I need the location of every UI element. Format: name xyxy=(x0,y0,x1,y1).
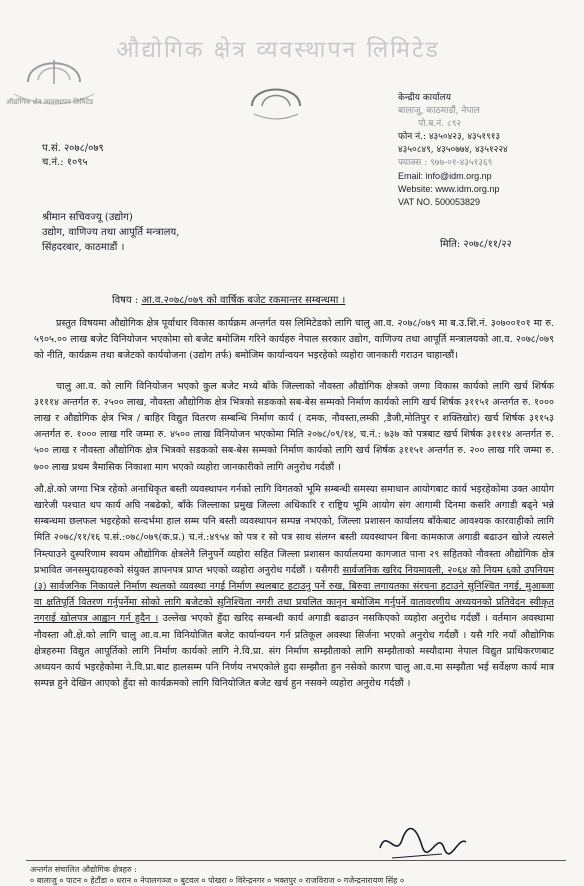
subject-label: विषय : xyxy=(112,295,139,306)
footer-heading: अन्तर्गत संचालित औद्योगिक क्षेत्रहरु : xyxy=(30,865,137,874)
recipient-line-1: श्रीमान सचिवज्यू (उद्योग) xyxy=(42,212,133,223)
dispatch-number: च.नं.: १०९५ xyxy=(42,157,88,168)
reference-block xyxy=(42,142,104,170)
letter-date: मिति: २०७८/११/२२ xyxy=(440,239,512,250)
recipient-line-3: सिंहदरबार, काठमाडौं । xyxy=(42,242,125,253)
organization-name: औद्योगिक क्षेत्र व्यवस्थापन लिमिटेड xyxy=(116,37,440,63)
phone-line-1: फोन नं.: ४३५०४२३, ४३५१९१३ xyxy=(398,132,501,142)
letter-body xyxy=(34,316,554,692)
email: Email: info@idm.org.np xyxy=(398,171,492,181)
footer-divider xyxy=(26,860,566,861)
paragraph-3-underlined: सार्वजनिक खरिद नियमावली, २०६४ को नियम ६को उपनियम (३) सार्वजनिक निकायले निर्माण स्थलको व्यवस्था नगई निर्माण स्थलबाट हटाउनु पर्ने रुख, बिरुवा लगायतका संरचना हटाउने सुनिश्चित नगई, मुआब्जा वा क्षतिपूर्ति वितरण गर्नुपर्नेमा सोको लागि बजेटको सुनिश्चिता नगरी तथा प्रचलित कानुन बमोजिम गर्नुपर्ने वातावरणीय अध्ययनको प्रतिवेदन स्वीकृत नगराई खोलपत्र आह्वान गर्न हुदैन । xyxy=(34,564,554,625)
phone-line-2: ४३५०८४९, ४३५०७७४, ४३५१२२४ xyxy=(398,145,508,155)
recipient-block xyxy=(42,210,179,255)
paragraph-3-part-b: उल्लेख भएको हुँदा खरिद सम्बन्धी कार्य अगाडी बढाउन नसकिएको व्यहोरा अनुरोध गर्दछौं । वर्तमान अवस्थामा नौवस्ता औ.क्षे.को लागि चालु आ.व.मा विनियोजित बजेट कार्यान्वयन गर्न प्रतिकूल अवस्था सिर्जना भएको अनुरोध गर्दछौं । यसै गरि नयाँ औद्योगिक क्षेत्रहरुमा विद्युत आपूर्तिको लागि निर्माण कार्यको लागि ने.वि.प्रा. संग निर्माण सम्झौताको लागि सम्झौताको मस्यौदामा नेपाल विद्युत प्राधिकरणबाट अध्ययन कार्य भइरहेकोमा ने.वि.प्रा.बाट हालसम्म पनि निर्णय नभएकोले हुदा सम्झौता हुन नसेको कारण चालु आ.व.मा सम्झौता भई सर्वेक्षण कार्य मात्र सम्पन्न हुने देखिन आएको हुँदा सो कार्यक्रमको लागि विनियोजित बजेट खर्च हुन नसक्ने व्यहोरा अनुरोध गर्दछौं । xyxy=(34,613,554,690)
office-contact-block xyxy=(398,92,578,209)
paragraph-3 xyxy=(34,482,554,693)
subject-line xyxy=(112,292,345,306)
reference-number: प.सं. २०७८/०७९ xyxy=(42,143,104,154)
office-name: केन्द्रीय कार्यालय xyxy=(398,93,452,103)
po-box: पो.ब.नं. ८९२ xyxy=(418,119,462,129)
paragraph-1: प्रस्तुत विषयमा औद्योगिक क्षेत्र पूर्वाधार विकास कार्यक्रम अन्तर्गत यस लिमिटेडको लागि चालु आ.व. २०७८/०७९ मा ब.उ.शि.नं. ३०७००१०१ मा रु. ५९०५.०० लाख बजेट विनियोजन भएकोमा सो बजेट बमोजिम गरिने कार्यहरु नेपाल सरकार उद्योग, वाणिज्य तथा आपूर्ति मन्त्रालयको आ.व. २०७८/०७९ को नीति, कार्यक्रम तथा बजेटको कार्ययोजना (उद्योग तर्फ) बमोजिम कार्यान्वयन भइरहेको व्यहोरा जानकारी गराउन चाहान्छौं। xyxy=(34,318,554,362)
paragraph-2: चालु आ.व. को लागि विनियोजन भएको कुल बजेट मध्ये बाँके जिल्लाको नौवस्ता औद्योगिक क्षेत्रको जग्गा विकास कार्यको लागि खर्च शिर्षक ३१११४ अन्तर्गत रु. २५०० लाख, नौवस्ता औद्योगिक क्षेत्र भित्रको सडकको सब-बेस सम्मको निर्माण कार्यको लागि खर्च शिर्षक ३११५१ अन्तर्गत रु. १००० लाख र औद्योगिक क्षेत्र भित्र / बाहिर विद्युत वितरण सम्बन्धि निर्माण कार्य ( दमक, नौवस्ता,लम्की ,डैजी,मोतिपुर र शक्तिखोर) खर्च शिर्षक ३११५३ अन्तर्गत रु. १००० लाख गरि जम्मा रु. ४५०० लाख विनियोजन भएकोमा मिति २०७८/०९/१४, च.नं.: ७३७ को पत्रबाट खर्च शिर्षक ३१११४ अन्तर्गत रु. ५०० लाख र नौवस्ता औद्योगिक क्षेत्र भित्रको सडकको सब-बेस सम्मको निर्माण कार्यको लागि खर्च शिर्षक ३११५१ अन्तर्गत रु. २०० लाख गरि जम्मा रु. ७०० लाख प्रथम त्रैमासिक निकाशा माग भएको व्यहोरा जानकारीको लागि अनुरोध गर्दछौं । xyxy=(34,380,554,473)
fax: फ्याक्स : ९७७-०१-४३५१३६९ xyxy=(398,158,493,168)
website: Website: www.idm.org.np xyxy=(398,184,500,194)
subject-text: आ.व.२०७८/०७९ को वार्षिक बजेट रकमान्तर सम्बन्धमा । xyxy=(141,295,346,306)
paragraph-3-part-a: औ.क्षे.को जग्गा भित्र रहेको अनाधिकृत बस्ती व्यवस्थापन गर्नको लागि विगतको भूमि सम्बन्धी समस्या समाधान आयोगबाट कार्य भइरहेकोमा उक्त आयोग खारेजी पश्चात थप कार्य अघि नबढेको, बाँके जिल्लाका प्रमुख जिल्ला अधिकारि र राष्ट्रिय भूमि आयोग संग आगामी दिनमा कसरि अगाडी बढ्ने भन्ने सम्बन्धमा छलफल भइरहेको सन्दर्भमा हाल सम्म पनि बस्ती व्यवस्थापन सम्पन्न नभएको, जिल्ला प्रशासन कार्यालय बाँकेबाट आवश्यक कारवाहीको लागि मिति २०७८/११/१६ प.सं.:०७८/०७९(क.प्र.) च.नं.:४९५४ को पत्र र सो पत्र साथ संलग्न बस्ती व्यवस्थापन बिना कामकाज अगाडी बढाउन खोजे त्यसले निम्त्याउने दुस्परिणाम स्वयम औद्योगिक क्षेत्रलेनै लिनुपर्ने व्यहोरा सहित जिल्ला प्रशासन कार्यालयमा कागजात पाना २९ सहितको नौवस्ता औद्योगिक क्षेत्र प्रभावित जनसमुदायहरुको संयुक्त ज्ञापनपत्र प्राप्त भएको व्यहोरा अनुरोध गर्दछौं । यसैगरी xyxy=(34,483,554,576)
office-address: बालाजु, काठमाडौं, नेपाल xyxy=(398,106,480,116)
footer xyxy=(30,864,404,886)
logo-caption: औद्योगिक क्षेत्र व्यवस्थापन लिमिटेड xyxy=(6,98,93,106)
vat-number: VAT NO. 500053829 xyxy=(398,197,481,207)
footer-locations: ० बालाजु ० पाटन ० हेटौंडा ० धरान ० नेपालगञ्ज ० बुटवल ० पोखरा ० विरेन्द्रनगर ० भक्तपुर ० राजविराज ० गजेन्द्रनारायण सिंह ० xyxy=(30,876,405,885)
recipient-line-2: उद्योग, वाणिज्य तथा आपूर्ति मन्त्रालय, xyxy=(42,227,180,238)
emblem-icon xyxy=(244,76,308,124)
